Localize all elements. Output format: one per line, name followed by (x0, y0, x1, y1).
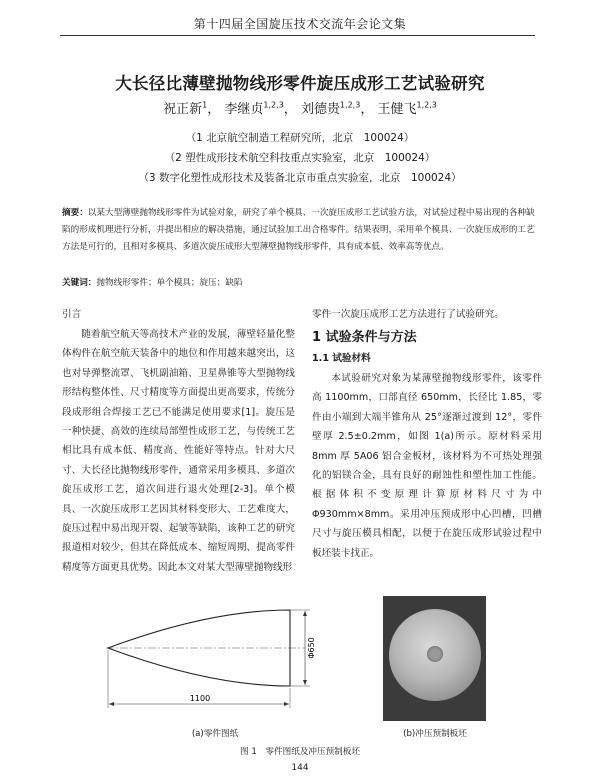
keywords-text: 抛物线形零件；单个模具；旋压；缺陷 (96, 278, 243, 288)
affiliation-1: （1 北京航空制造工程研究所，北京 100024） (185, 132, 415, 144)
running-header: 第十四届全国旋压技术交流年会论文集 (193, 17, 407, 31)
keywords (62, 276, 542, 288)
abstract (62, 205, 542, 256)
left-column (62, 305, 295, 577)
dim-length-label: 1100 (189, 694, 211, 703)
affiliation-2: （2 塑性成形技术航空科技重点实验室，北京 100024） (164, 152, 436, 164)
center-groove (427, 646, 443, 662)
figure-caption: 图 1 零件图纸及冲压预制板坯 (240, 747, 360, 757)
author-name: 李继贞 (224, 102, 264, 117)
author-separator: ， (207, 102, 221, 117)
author-affil-mark: 1,2,3 (339, 100, 361, 110)
figure-part-drawing (100, 600, 320, 718)
caption-b: (b)冲压预制板坯 (403, 729, 467, 739)
page-number: 144 (291, 763, 309, 773)
dim-diameter-label: Φ650 (307, 637, 316, 659)
keywords-label: 关键词： (62, 278, 97, 288)
figure-photo-blank (383, 596, 486, 721)
author-separator: ， (283, 102, 297, 117)
author-affil-mark: 1 (202, 100, 208, 110)
author-separator: ， (360, 102, 374, 117)
abstract-label: 摘要： (62, 208, 88, 218)
materials-paragraph: 本试验研究对象为某薄壁抛物线形零件，该零件高 1100mm，口部直径 650mm，长径比 1.85，零件由小端到大端半锥角从 25°逐渐过渡到 12°，零件壁厚 2.5±0.2mm，如图 1(a)所示。原材料采用 8mm 厚 5A06 铝合金板材，该材料为不可热处理强化的铝镁合金，具有良好的耐蚀性和塑性加工性能。根据体积不变原理计算原材料尺寸为中Φ930mm×8mm。采用冲压预成形中心凹槽，凹槽尺寸与旋压模具相配，以便于在旋压成形试验过程中板坯装卡找正。 (312, 373, 542, 559)
right-column (312, 305, 542, 563)
paper-title: 大长径比薄壁抛物线形零件旋压成形工艺试验研究 (115, 74, 485, 93)
header-divider (60, 35, 535, 36)
author-affil-mark: 1,2,3 (263, 100, 284, 110)
abstract-text: 以某大型薄壁抛物线形零件为试验对象，研究了单个模具、一次旋压成形工艺试验方法，对试验过程中易出现的各种缺陷的形成机理进行分析，并提出相应的解决措施，通过试验加工出合格零件。结果表明，采用单个模具、一次旋压成形的工艺方法是可行的，且相对多模具、多道次旋压成形大型薄壁抛物线形零件，具有成本低、效率高等优点。 (62, 208, 535, 252)
author-name: 祝正新 (163, 102, 203, 117)
author-name: 刘德贵 (300, 102, 340, 117)
subsection-heading: 1.1 试验材料 (312, 353, 371, 364)
author-name: 王健飞 (377, 102, 417, 117)
affiliation-3: （3 数字化塑性成形技术及装备北京市重点实验室，北京 100024） (138, 172, 462, 184)
intro-paragraph: 随着航空航天等高技术产业的发展，薄壁轻量化整体构件在航空航天装备中的地位和作用越来越突出，这也对导弹整流罩、飞机副油箱、卫星鼻锥等大型抛物线形结构整体性、尺寸精度等方面提出更高要求，传统分段成形组合焊接工艺已不能满足使用要求[1]。旋压是一种快捷、高效的连续局部塑性成形工艺，与传统工艺相比具有成本低、精度高、性能好等特点。针对大尺寸、大长径比抛物线形零件，通常采用多模具、多道次旋压成形工艺，道次间进行退火处理[2-3]。单个模具、一次旋压成形工艺因其材料变形大、工艺难度大，旋压过程中易出现开裂、起皱等缺陷，该种工艺的研究报道相对较少，但其在降低成本、缩短周期、提高零件精度等方面更具优势。因此本文对某大型薄壁抛物线形 (62, 329, 295, 573)
author-affil-mark: 1,2,3 (416, 100, 437, 110)
intro-heading: 引言 (62, 309, 82, 320)
caption-a: (a)零件图纸 (191, 729, 239, 739)
author-list (0, 98, 600, 117)
continuation-text: 零件一次旋压成形工艺方法进行了试验研究。 (312, 309, 504, 320)
section-heading: 1 试验条件与方法 (312, 330, 417, 345)
